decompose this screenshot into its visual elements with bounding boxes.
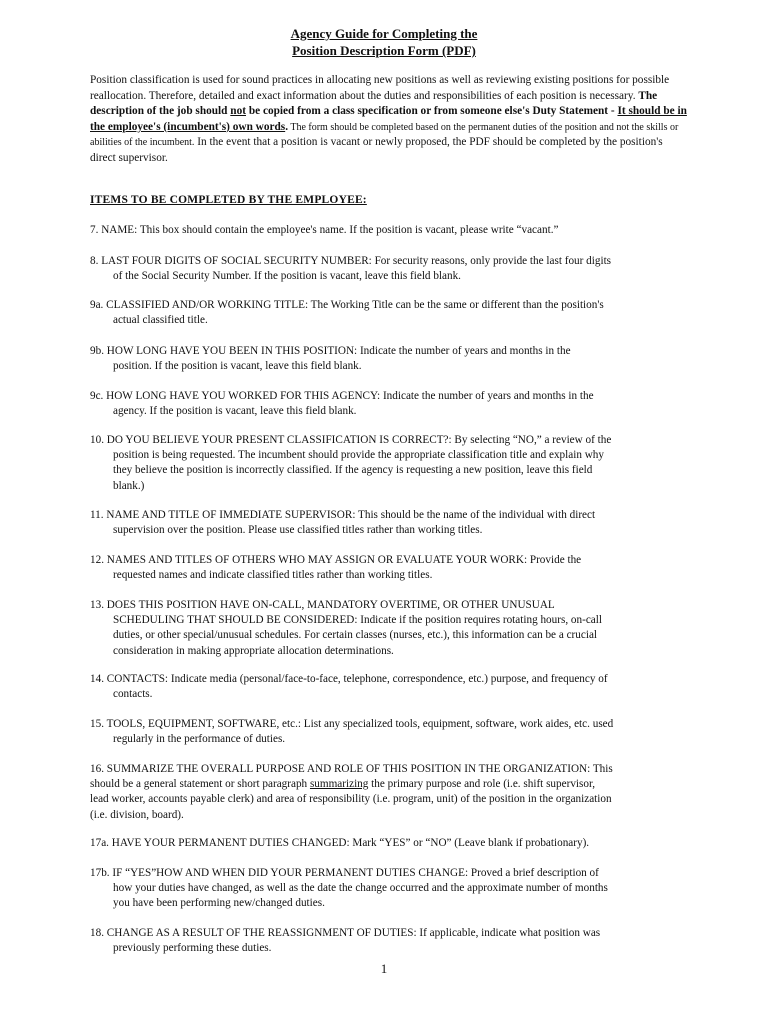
item-text-cont: they believe the position is incorrectly classified. If the agency is requesting a new position, leave this field bbox=[113, 464, 593, 477]
intro-bold-not: not bbox=[230, 105, 246, 118]
item-text: 12. NAMES AND TITLES OF OTHERS WHO MAY ASSIGN OR EVALUATE YOUR WORK: Provide the bbox=[90, 554, 582, 566]
item-text: 13. DOES THIS POSITION HAVE ON-CALL, MANDATORY OVERTIME, OR OTHER UNUSUAL bbox=[90, 599, 555, 611]
item-text-cont: lead worker, accounts payable clerk) and area of responsibility (i.e. program, unit) of the position in the organization bbox=[90, 793, 612, 806]
intro-paragraph bbox=[90, 73, 690, 167]
item-text: 18. CHANGE AS A RESULT OF THE REASSIGNMENT OF DUTIES: If applicable, indicate what position was bbox=[90, 927, 601, 939]
item-text: 9c. HOW LONG HAVE YOU WORKED FOR THIS AGENCY: Indicate the number of years and months in the bbox=[90, 390, 594, 402]
item-text-cont: position is being requested. The incumbent should provide the appropriate classification title and explain why bbox=[113, 449, 604, 462]
item-text-cont: agency. If the position is vacant, leave this field blank. bbox=[113, 405, 357, 418]
item-text-cont: supervision over the position. Please use classified titles rather than working titles. bbox=[113, 524, 483, 537]
document-title-line2: Position Description Form (PDF) bbox=[292, 43, 476, 58]
item-text: 15. TOOLS, EQUIPMENT, SOFTWARE, etc.: List any specialized tools, equipment, software, work aides, etc. used bbox=[90, 718, 614, 730]
item-text: 16. SUMMARIZE THE OVERALL PURPOSE AND ROLE OF THIS POSITION IN THE ORGANIZATION: This bbox=[90, 763, 613, 775]
item-text-underlined: summarizing bbox=[309, 778, 369, 791]
item-text-cont: how your duties have changed, as well as the date the change occurred and the approximate number of months bbox=[113, 882, 608, 895]
item-text: 17b. IF “YES”HOW AND WHEN DID YOUR PERMANENT DUTIES CHANGE: Proved a brief description of bbox=[90, 867, 599, 879]
intro-bold: The description of the job should bbox=[90, 89, 658, 118]
item-text-cont: requested names and indicate classified titles rather than working titles. bbox=[113, 569, 433, 582]
item-text-cont: you have been performing new/changed duties. bbox=[113, 897, 325, 910]
item-9c bbox=[90, 389, 680, 419]
item-18 bbox=[90, 926, 680, 956]
intro-small-text: The form should be completed based on the permanent duties of the position and not the skills or abilities of the incumbent. bbox=[90, 121, 679, 149]
section-heading: ITEMS TO BE COMPLETED BY THE EMPLOYEE: bbox=[90, 194, 367, 206]
item-text-cont: duties, or other special/unusual schedules. For certain classes (nurses, etc.), this information can be a crucial bbox=[113, 629, 598, 642]
item-9a bbox=[90, 298, 680, 328]
item-17a bbox=[90, 836, 680, 851]
item-12 bbox=[90, 553, 680, 583]
item-text-cont: actual classified title. bbox=[113, 314, 208, 327]
item-14 bbox=[90, 672, 680, 702]
intro-bold-underlined: It should be in the employee's (incumbent's) own words bbox=[90, 105, 687, 133]
item-text-cont bbox=[90, 777, 680, 792]
item-text-cont: position. If the position is vacant, leave this field blank. bbox=[113, 360, 362, 373]
page-number: 1 bbox=[380, 961, 388, 976]
item-16 bbox=[90, 762, 680, 823]
item-text-cont: SCHEDULING THAT SHOULD BE CONSIDERED: Indicate if the position requires rotating hours, on-call bbox=[113, 614, 602, 627]
intro-bold-2: be copied from a class specification or from someone else's Duty Statement - bbox=[246, 105, 618, 118]
item-text-cont: blank.) bbox=[113, 479, 145, 492]
item-text-cont: regularly in the performance of duties. bbox=[113, 733, 286, 746]
item-text-cont: previously performing these duties. bbox=[113, 942, 272, 955]
item-text: 8. LAST FOUR DIGITS OF SOCIAL SECURITY NUMBER: For security reasons, only provide the last four digits bbox=[90, 255, 612, 267]
item-text: 7. NAME: This box should contain the employee's name. If the position is vacant, please write “vacant.” bbox=[90, 224, 559, 236]
intro-bold-end: . bbox=[285, 120, 289, 133]
item-text-cont: contacts. bbox=[113, 688, 153, 701]
item-text: 10. DO YOU BELIEVE YOUR PRESENT CLASSIFICATION IS CORRECT?: By selecting “NO,” a review of the bbox=[90, 434, 612, 446]
item-text: 17a. HAVE YOUR PERMANENT DUTIES CHANGED: Mark “YES” or “NO” (Leave blank if probationary). bbox=[90, 837, 590, 849]
item-text-part: the primary purpose and role (i.e. shift supervisor, bbox=[368, 778, 596, 791]
item-15 bbox=[90, 717, 680, 747]
intro-text: Position classification is used for sound practices in allocating new positions as well as reviewing existing positions for possible reallocation. Therefore, detailed and exact information about the duties and responsibilities of each position is necessary. bbox=[90, 74, 670, 102]
item-13 bbox=[90, 598, 680, 659]
item-7 bbox=[90, 223, 680, 238]
item-text: 9b. HOW LONG HAVE YOU BEEN IN THIS POSITION: Indicate the number of years and months in the bbox=[90, 345, 571, 357]
item-10 bbox=[90, 433, 680, 494]
item-text-part: should be a general statement or short paragraph bbox=[90, 778, 310, 791]
item-text-cont: (i.e. division, board). bbox=[90, 808, 184, 821]
item-text-cont: consideration in making appropriate allocation determinations. bbox=[113, 644, 394, 657]
item-text-cont: of the Social Security Number. If the position is vacant, leave this field blank. bbox=[113, 270, 461, 283]
item-9b bbox=[90, 344, 680, 374]
document-title-line1: Agency Guide for Completing the bbox=[290, 26, 478, 41]
item-text: 9a. CLASSIFIED AND/OR WORKING TITLE: The Working Title can be the same or different than the position's bbox=[90, 299, 604, 311]
intro-text-2: In the event that a position is vacant or newly proposed, the PDF should be completed by the position's direct supervisor. bbox=[90, 136, 663, 164]
item-text: 14. CONTACTS: Indicate media (personal/face-to-face, telephone, correspondence, etc.) purpose, and frequency of bbox=[90, 673, 608, 685]
item-text: 11. NAME AND TITLE OF IMMEDIATE SUPERVISOR: This should be the name of the individual with direct bbox=[90, 509, 596, 521]
item-11 bbox=[90, 508, 680, 538]
item-17b bbox=[90, 866, 680, 912]
item-8 bbox=[90, 254, 680, 284]
